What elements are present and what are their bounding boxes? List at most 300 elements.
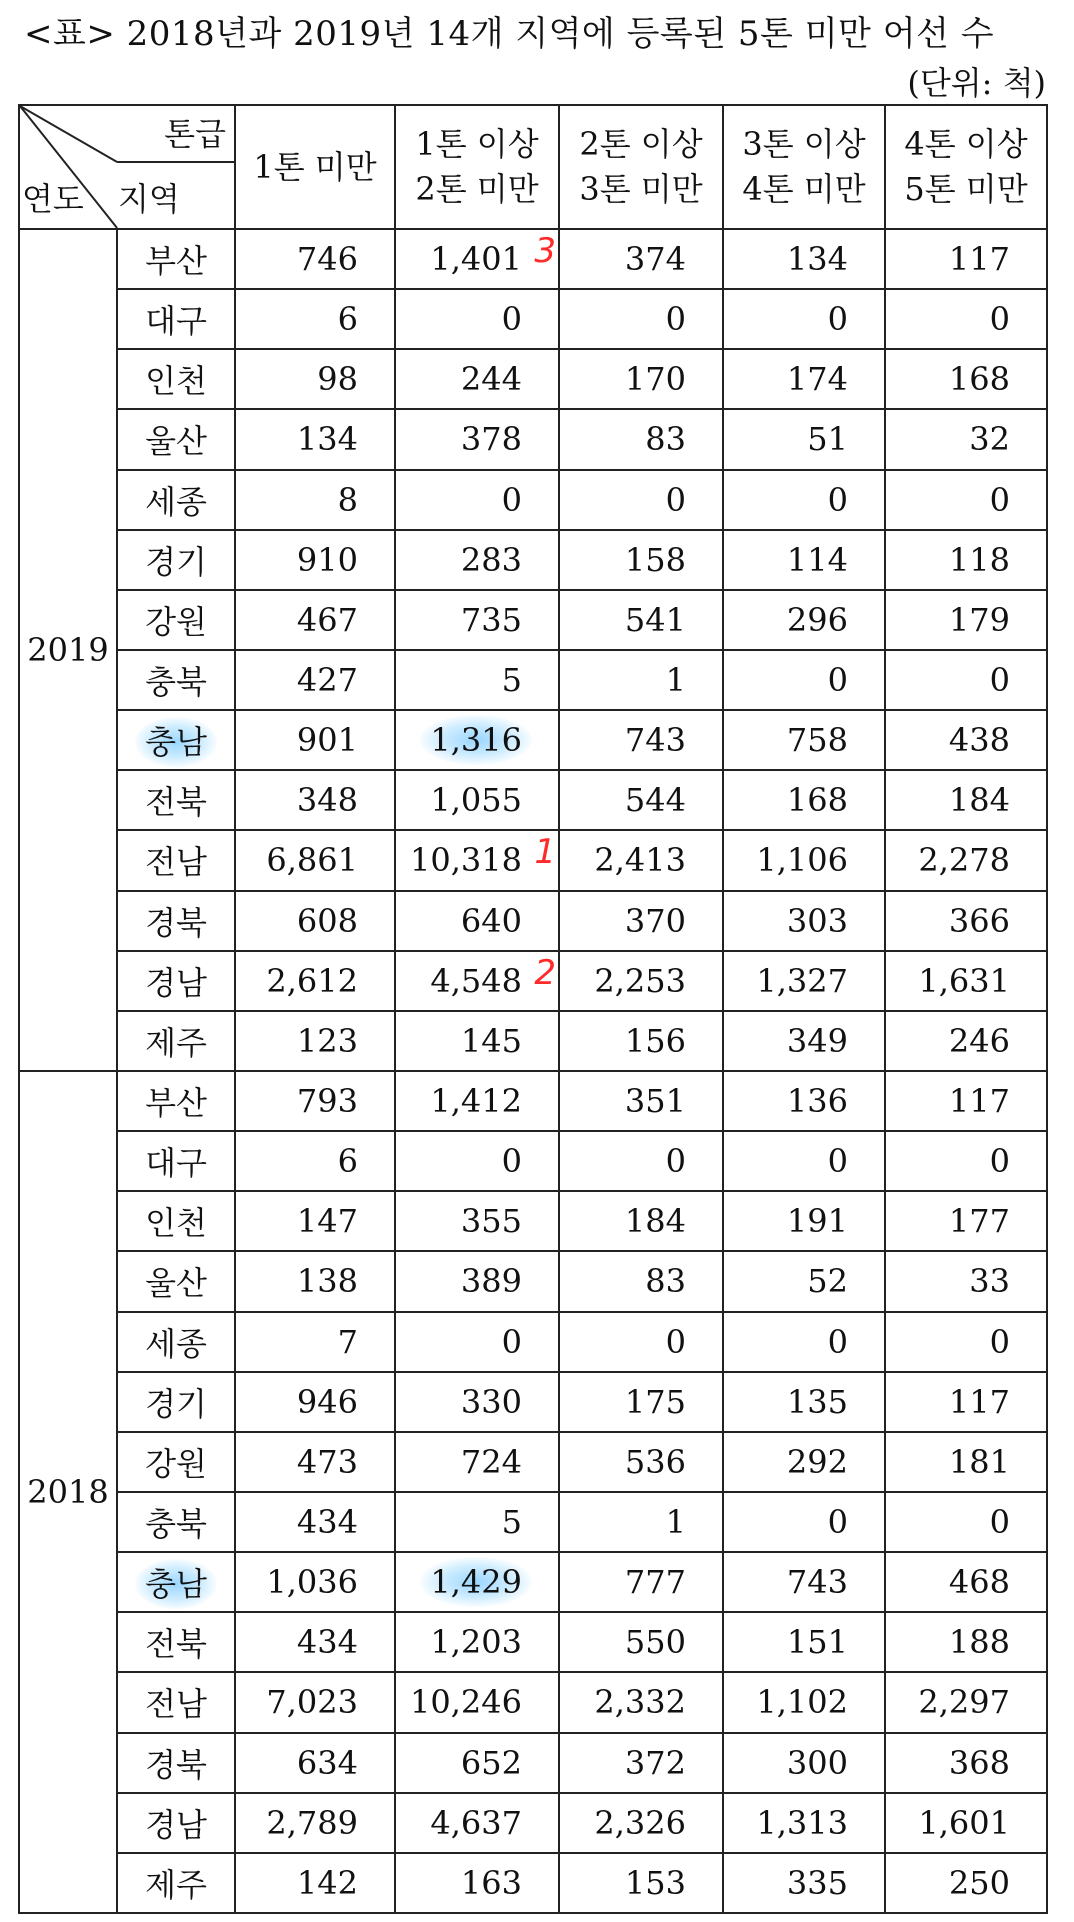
- value-cell: [395, 1011, 559, 1071]
- cell-value: 6: [337, 1142, 358, 1181]
- cell-value: 83: [645, 420, 686, 459]
- cell-value: 6: [337, 300, 358, 339]
- value-cell: [885, 470, 1047, 530]
- region-label: 울산: [145, 1264, 207, 1303]
- value-cell: [885, 951, 1047, 1011]
- value-cell: [559, 1733, 723, 1793]
- cell-value: 0: [501, 1142, 522, 1181]
- cell-value: 5: [501, 661, 522, 700]
- value-cell: [395, 349, 559, 409]
- cell-value: 2,297: [918, 1683, 1010, 1722]
- value-cell: [235, 1492, 395, 1552]
- cell-value: 123: [296, 1021, 358, 1060]
- cell-value: 0: [827, 1503, 848, 1542]
- cell-value: 434: [296, 1503, 358, 1542]
- cell-value: 170: [624, 360, 686, 399]
- cell-value: 608: [296, 901, 358, 940]
- region-cell: [117, 650, 235, 710]
- value-cell: [885, 1432, 1047, 1492]
- table-row: [19, 1672, 1047, 1732]
- cell-value: 181: [948, 1442, 1010, 1481]
- region-cell: [117, 1011, 235, 1071]
- value-cell: [395, 1071, 559, 1131]
- cell-value: 370: [624, 901, 686, 940]
- cell-value: 0: [989, 480, 1010, 519]
- cell-value: 174: [786, 360, 848, 399]
- value-cell: [395, 409, 559, 469]
- cell-value: 372: [624, 1743, 686, 1782]
- value-cell: [723, 710, 885, 770]
- value-cell: [723, 1612, 885, 1672]
- cell-value: 434: [296, 1623, 358, 1662]
- value-cell: [885, 1853, 1047, 1913]
- cell-value: 473: [296, 1442, 358, 1481]
- cell-value: 283: [460, 540, 522, 579]
- value-cell: [885, 1312, 1047, 1372]
- value-cell: [395, 229, 559, 289]
- cell-value: 188: [948, 1623, 1010, 1662]
- col-header: [235, 105, 395, 229]
- region-label: 전북: [145, 1625, 207, 1664]
- cell-value: 83: [645, 1262, 686, 1301]
- value-cell: [885, 1251, 1047, 1311]
- cell-value: 179: [948, 600, 1010, 639]
- unit-label: (단위: 척): [907, 64, 1046, 102]
- value-cell: [723, 650, 885, 710]
- table-row: [19, 710, 1047, 770]
- value-cell: [885, 1372, 1047, 1432]
- value-cell: [559, 530, 723, 590]
- region-label: 울산: [145, 422, 207, 461]
- value-cell: [885, 1492, 1047, 1552]
- cell-value: 10,246: [410, 1683, 522, 1722]
- cell-value: 348: [296, 781, 358, 820]
- value-cell: [395, 1191, 559, 1251]
- cell-value: 292: [786, 1442, 848, 1481]
- value-cell: [395, 590, 559, 650]
- region-cell: [117, 1432, 235, 1492]
- table-row: [19, 891, 1047, 951]
- cell-value: 735: [460, 600, 522, 639]
- value-cell: [395, 530, 559, 590]
- value-cell: [723, 349, 885, 409]
- value-cell: [235, 590, 395, 650]
- table-row: [19, 1011, 1047, 1071]
- value-cell: [559, 650, 723, 710]
- cell-value: 168: [786, 781, 848, 820]
- region-label: 전남: [145, 843, 207, 882]
- value-cell: [885, 289, 1047, 349]
- region-cell: [117, 409, 235, 469]
- cell-value: 151: [786, 1623, 848, 1662]
- region-cell: [117, 349, 235, 409]
- cell-value: 544: [624, 781, 686, 820]
- handwritten-rank-mark: 3: [534, 231, 556, 271]
- value-cell: [559, 229, 723, 289]
- table-row: [19, 770, 1047, 830]
- cell-value: 114: [786, 540, 848, 579]
- value-cell: [559, 1131, 723, 1191]
- region-label: 경북: [145, 1745, 207, 1784]
- cell-value: 33: [969, 1262, 1010, 1301]
- cell-value: 427: [296, 661, 358, 700]
- cell-value: 158: [624, 540, 686, 579]
- value-cell: [235, 710, 395, 770]
- cell-value: 8: [337, 480, 358, 519]
- table-row: [19, 1312, 1047, 1372]
- cell-value: 0: [501, 1322, 522, 1361]
- col-header-label: 4톤 이상 5톤 미만: [904, 125, 1028, 208]
- table-row: [19, 1372, 1047, 1432]
- table-row: [19, 229, 1047, 289]
- cell-value: 330: [460, 1382, 522, 1421]
- value-cell: [559, 1853, 723, 1913]
- value-cell: [395, 830, 559, 890]
- col-header: [559, 105, 723, 229]
- table-title: <표> 2018년과 2019년 14개 지역에 등록된 5톤 미만 어선 수: [24, 14, 995, 54]
- region-cell: [117, 710, 235, 770]
- cell-value: 366: [948, 901, 1010, 940]
- value-cell: [395, 1432, 559, 1492]
- region-cell: [117, 1672, 235, 1732]
- value-cell: [395, 1312, 559, 1372]
- cell-value: 0: [665, 1142, 686, 1181]
- cell-value: 1,631: [918, 961, 1010, 1000]
- value-cell: [559, 1372, 723, 1432]
- value-cell: [235, 289, 395, 349]
- region-label: 부산: [145, 1084, 207, 1123]
- region-axis-label: 지역: [118, 180, 180, 219]
- cell-value: 145: [460, 1021, 522, 1060]
- value-cell: [559, 1793, 723, 1853]
- value-cell: [235, 951, 395, 1011]
- cell-value: 746: [296, 240, 358, 279]
- value-cell: [559, 289, 723, 349]
- value-cell: [885, 1131, 1047, 1191]
- cell-value: 743: [786, 1563, 848, 1602]
- cell-value: 541: [624, 600, 686, 639]
- value-cell: [559, 470, 723, 530]
- cell-value: 0: [989, 300, 1010, 339]
- value-cell: [235, 1251, 395, 1311]
- cell-value: 1,102: [756, 1683, 848, 1722]
- value-cell: [235, 470, 395, 530]
- value-cell: [885, 1612, 1047, 1672]
- value-cell: [559, 1011, 723, 1071]
- value-cell: [723, 590, 885, 650]
- table-row: [19, 1793, 1047, 1853]
- region-cell: [117, 1853, 235, 1913]
- cell-value: 5: [501, 1503, 522, 1542]
- col-header: [885, 105, 1047, 229]
- value-cell: [395, 1853, 559, 1913]
- value-cell: [395, 951, 559, 1011]
- table-row: [19, 830, 1047, 890]
- value-cell: [235, 1853, 395, 1913]
- value-cell: [235, 1191, 395, 1251]
- value-cell: [395, 1372, 559, 1432]
- region-label: 경남: [145, 1805, 207, 1844]
- cell-value: 1: [665, 1503, 686, 1542]
- cell-value: 1,313: [756, 1803, 848, 1842]
- cell-value: 7: [337, 1322, 358, 1361]
- value-cell: [235, 1071, 395, 1131]
- cell-value: 4,637: [430, 1803, 522, 1842]
- region-cell: [117, 1492, 235, 1552]
- region-cell: [117, 1793, 235, 1853]
- col-header-label: 2톤 이상 3톤 미만: [579, 125, 703, 208]
- region-cell: [117, 1312, 235, 1372]
- table-row: [19, 1071, 1047, 1131]
- value-cell: [559, 1612, 723, 1672]
- value-cell: [559, 891, 723, 951]
- value-cell: [559, 770, 723, 830]
- col-header: [723, 105, 885, 229]
- value-cell: [559, 830, 723, 890]
- table-row: [19, 1131, 1047, 1191]
- cell-value: 156: [624, 1021, 686, 1060]
- cell-value: 2,413: [594, 841, 686, 880]
- value-cell: [885, 891, 1047, 951]
- value-cell: [559, 1191, 723, 1251]
- value-cell: [395, 710, 559, 770]
- cell-value: 118: [948, 540, 1010, 579]
- value-cell: [723, 891, 885, 951]
- cell-value: 6,861: [266, 841, 358, 880]
- value-cell: [235, 1793, 395, 1853]
- cell-value: 2,332: [594, 1683, 686, 1722]
- value-cell: [235, 1432, 395, 1492]
- region-cell: [117, 1552, 235, 1612]
- cell-value: 374: [624, 240, 686, 279]
- region-label: 충남: [145, 1565, 207, 1604]
- value-cell: [235, 1733, 395, 1793]
- value-cell: [559, 1552, 723, 1612]
- cell-value: 153: [624, 1863, 686, 1902]
- value-cell: [885, 409, 1047, 469]
- cell-value: 1,401: [430, 240, 522, 279]
- value-cell: [235, 1312, 395, 1372]
- year-axis-label: 연도: [22, 180, 84, 219]
- region-cell: [117, 1071, 235, 1131]
- cell-value: 135: [786, 1382, 848, 1421]
- cell-value: 244: [460, 360, 522, 399]
- value-cell: [723, 1793, 885, 1853]
- cell-value: 98: [317, 360, 358, 399]
- value-cell: [235, 1011, 395, 1071]
- region-label: 부산: [145, 242, 207, 281]
- cell-value: 378: [460, 420, 522, 459]
- value-cell: [723, 530, 885, 590]
- cell-value: 1,106: [756, 841, 848, 880]
- handwritten-rank-mark: 2: [534, 952, 556, 993]
- cell-value: 134: [296, 420, 358, 459]
- value-cell: [235, 1612, 395, 1672]
- value-cell: [885, 770, 1047, 830]
- value-cell: [723, 1071, 885, 1131]
- region-cell: [117, 530, 235, 590]
- value-cell: [885, 349, 1047, 409]
- value-cell: [235, 1131, 395, 1191]
- value-cell: [723, 1312, 885, 1372]
- value-cell: [235, 1672, 395, 1732]
- region-label: 경기: [145, 542, 207, 581]
- value-cell: [885, 1191, 1047, 1251]
- cell-value: 168: [948, 360, 1010, 399]
- value-cell: [395, 891, 559, 951]
- value-cell: [723, 1011, 885, 1071]
- region-label: 충남: [145, 723, 207, 762]
- cell-value: 10,318: [410, 841, 522, 880]
- region-label: 세종: [145, 1324, 207, 1363]
- table-row: [19, 1492, 1047, 1552]
- cell-value: 0: [989, 1322, 1010, 1361]
- table-row: [19, 409, 1047, 469]
- year-cell: 2019: [19, 229, 117, 1071]
- cell-value: 4,548: [430, 961, 522, 1000]
- cell-value: 438: [948, 721, 1010, 760]
- cell-value: 296: [786, 600, 848, 639]
- value-cell: [559, 590, 723, 650]
- region-label: 충북: [145, 1505, 207, 1544]
- cell-value: 32: [969, 420, 1010, 459]
- region-label: 강원: [145, 1444, 207, 1483]
- cell-value: 724: [460, 1442, 522, 1481]
- cell-value: 468: [948, 1563, 1010, 1602]
- value-cell: [559, 710, 723, 770]
- cell-value: 777: [624, 1563, 686, 1602]
- table-row: [19, 650, 1047, 710]
- table-row: [19, 1853, 1047, 1913]
- cell-value: 901: [296, 721, 358, 760]
- region-label: 제주: [145, 1023, 207, 1062]
- cell-value: 2,612: [266, 961, 358, 1000]
- region-label: 경남: [145, 963, 207, 1002]
- value-cell: [723, 951, 885, 1011]
- value-cell: [723, 470, 885, 530]
- region-label: 대구: [145, 302, 207, 341]
- value-cell: [723, 1191, 885, 1251]
- region-cell: [117, 951, 235, 1011]
- year-cell: 2018: [19, 1071, 117, 1913]
- cell-value: 910: [296, 540, 358, 579]
- region-cell: [117, 470, 235, 530]
- cell-value: 1,316: [430, 721, 522, 760]
- value-cell: [885, 229, 1047, 289]
- value-cell: [235, 830, 395, 890]
- cell-value: 640: [460, 901, 522, 940]
- value-cell: [395, 1552, 559, 1612]
- value-cell: [723, 289, 885, 349]
- region-cell: [117, 590, 235, 650]
- table-row: [19, 470, 1047, 530]
- cell-value: 191: [786, 1202, 848, 1241]
- region-cell: [117, 1131, 235, 1191]
- region-cell: [117, 289, 235, 349]
- data-table: [18, 104, 1048, 1914]
- cell-value: 134: [786, 240, 848, 279]
- value-cell: [885, 1733, 1047, 1793]
- col-header-label: 1톤 이상 2톤 미만: [415, 125, 539, 208]
- cell-value: 117: [948, 1082, 1010, 1121]
- value-cell: [723, 1672, 885, 1732]
- region-label: 제주: [145, 1865, 207, 1904]
- cell-value: 147: [296, 1202, 358, 1241]
- value-cell: [235, 1552, 395, 1612]
- value-cell: [395, 1492, 559, 1552]
- region-cell: [117, 770, 235, 830]
- cell-value: 2,278: [918, 841, 1010, 880]
- cell-value: 2,326: [594, 1803, 686, 1842]
- cell-value: 246: [948, 1021, 1010, 1060]
- cell-value: 946: [296, 1382, 358, 1421]
- value-cell: [885, 830, 1047, 890]
- value-cell: [559, 1312, 723, 1372]
- cell-value: 536: [624, 1442, 686, 1481]
- table-row: [19, 1251, 1047, 1311]
- cell-value: 138: [296, 1262, 358, 1301]
- cell-value: 1,327: [756, 961, 848, 1000]
- cell-value: 1,601: [918, 1803, 1010, 1842]
- value-cell: [559, 951, 723, 1011]
- cell-value: 0: [501, 480, 522, 519]
- value-cell: [885, 1793, 1047, 1853]
- handwritten-rank-mark: 1: [534, 832, 556, 873]
- value-cell: [559, 1672, 723, 1732]
- value-cell: [885, 710, 1047, 770]
- table-row: [19, 289, 1047, 349]
- table-row: [19, 590, 1047, 650]
- col-header: [395, 105, 559, 229]
- region-cell: [117, 830, 235, 890]
- table-body: [19, 229, 1047, 1913]
- cell-value: 0: [827, 1142, 848, 1181]
- cell-value: 1,412: [430, 1082, 522, 1121]
- col-header-label: 1톤 미만: [253, 147, 377, 186]
- table-row: [19, 1612, 1047, 1672]
- cell-value: 142: [296, 1863, 358, 1902]
- region-cell: [117, 1372, 235, 1432]
- cell-value: 0: [665, 1322, 686, 1361]
- region-cell: [117, 1191, 235, 1251]
- value-cell: [723, 1492, 885, 1552]
- value-cell: [723, 770, 885, 830]
- header-row: [19, 105, 1047, 229]
- value-cell: [723, 830, 885, 890]
- cell-value: 0: [827, 480, 848, 519]
- cell-value: 758: [786, 721, 848, 760]
- cell-value: 184: [948, 781, 1010, 820]
- value-cell: [395, 650, 559, 710]
- value-cell: [723, 1853, 885, 1913]
- value-cell: [559, 1432, 723, 1492]
- cell-value: 184: [624, 1202, 686, 1241]
- value-cell: [395, 1793, 559, 1853]
- region-label: 경북: [145, 903, 207, 942]
- table-row: [19, 1552, 1047, 1612]
- value-cell: [395, 470, 559, 530]
- value-cell: [559, 1071, 723, 1131]
- cell-value: 355: [460, 1202, 522, 1241]
- region-label: 충북: [145, 663, 207, 702]
- table-row: [19, 951, 1047, 1011]
- cell-value: 0: [989, 1503, 1010, 1542]
- region-cell: [117, 229, 235, 289]
- cell-value: 300: [786, 1743, 848, 1782]
- table-row: [19, 1432, 1047, 1492]
- value-cell: [395, 1733, 559, 1793]
- value-cell: [235, 349, 395, 409]
